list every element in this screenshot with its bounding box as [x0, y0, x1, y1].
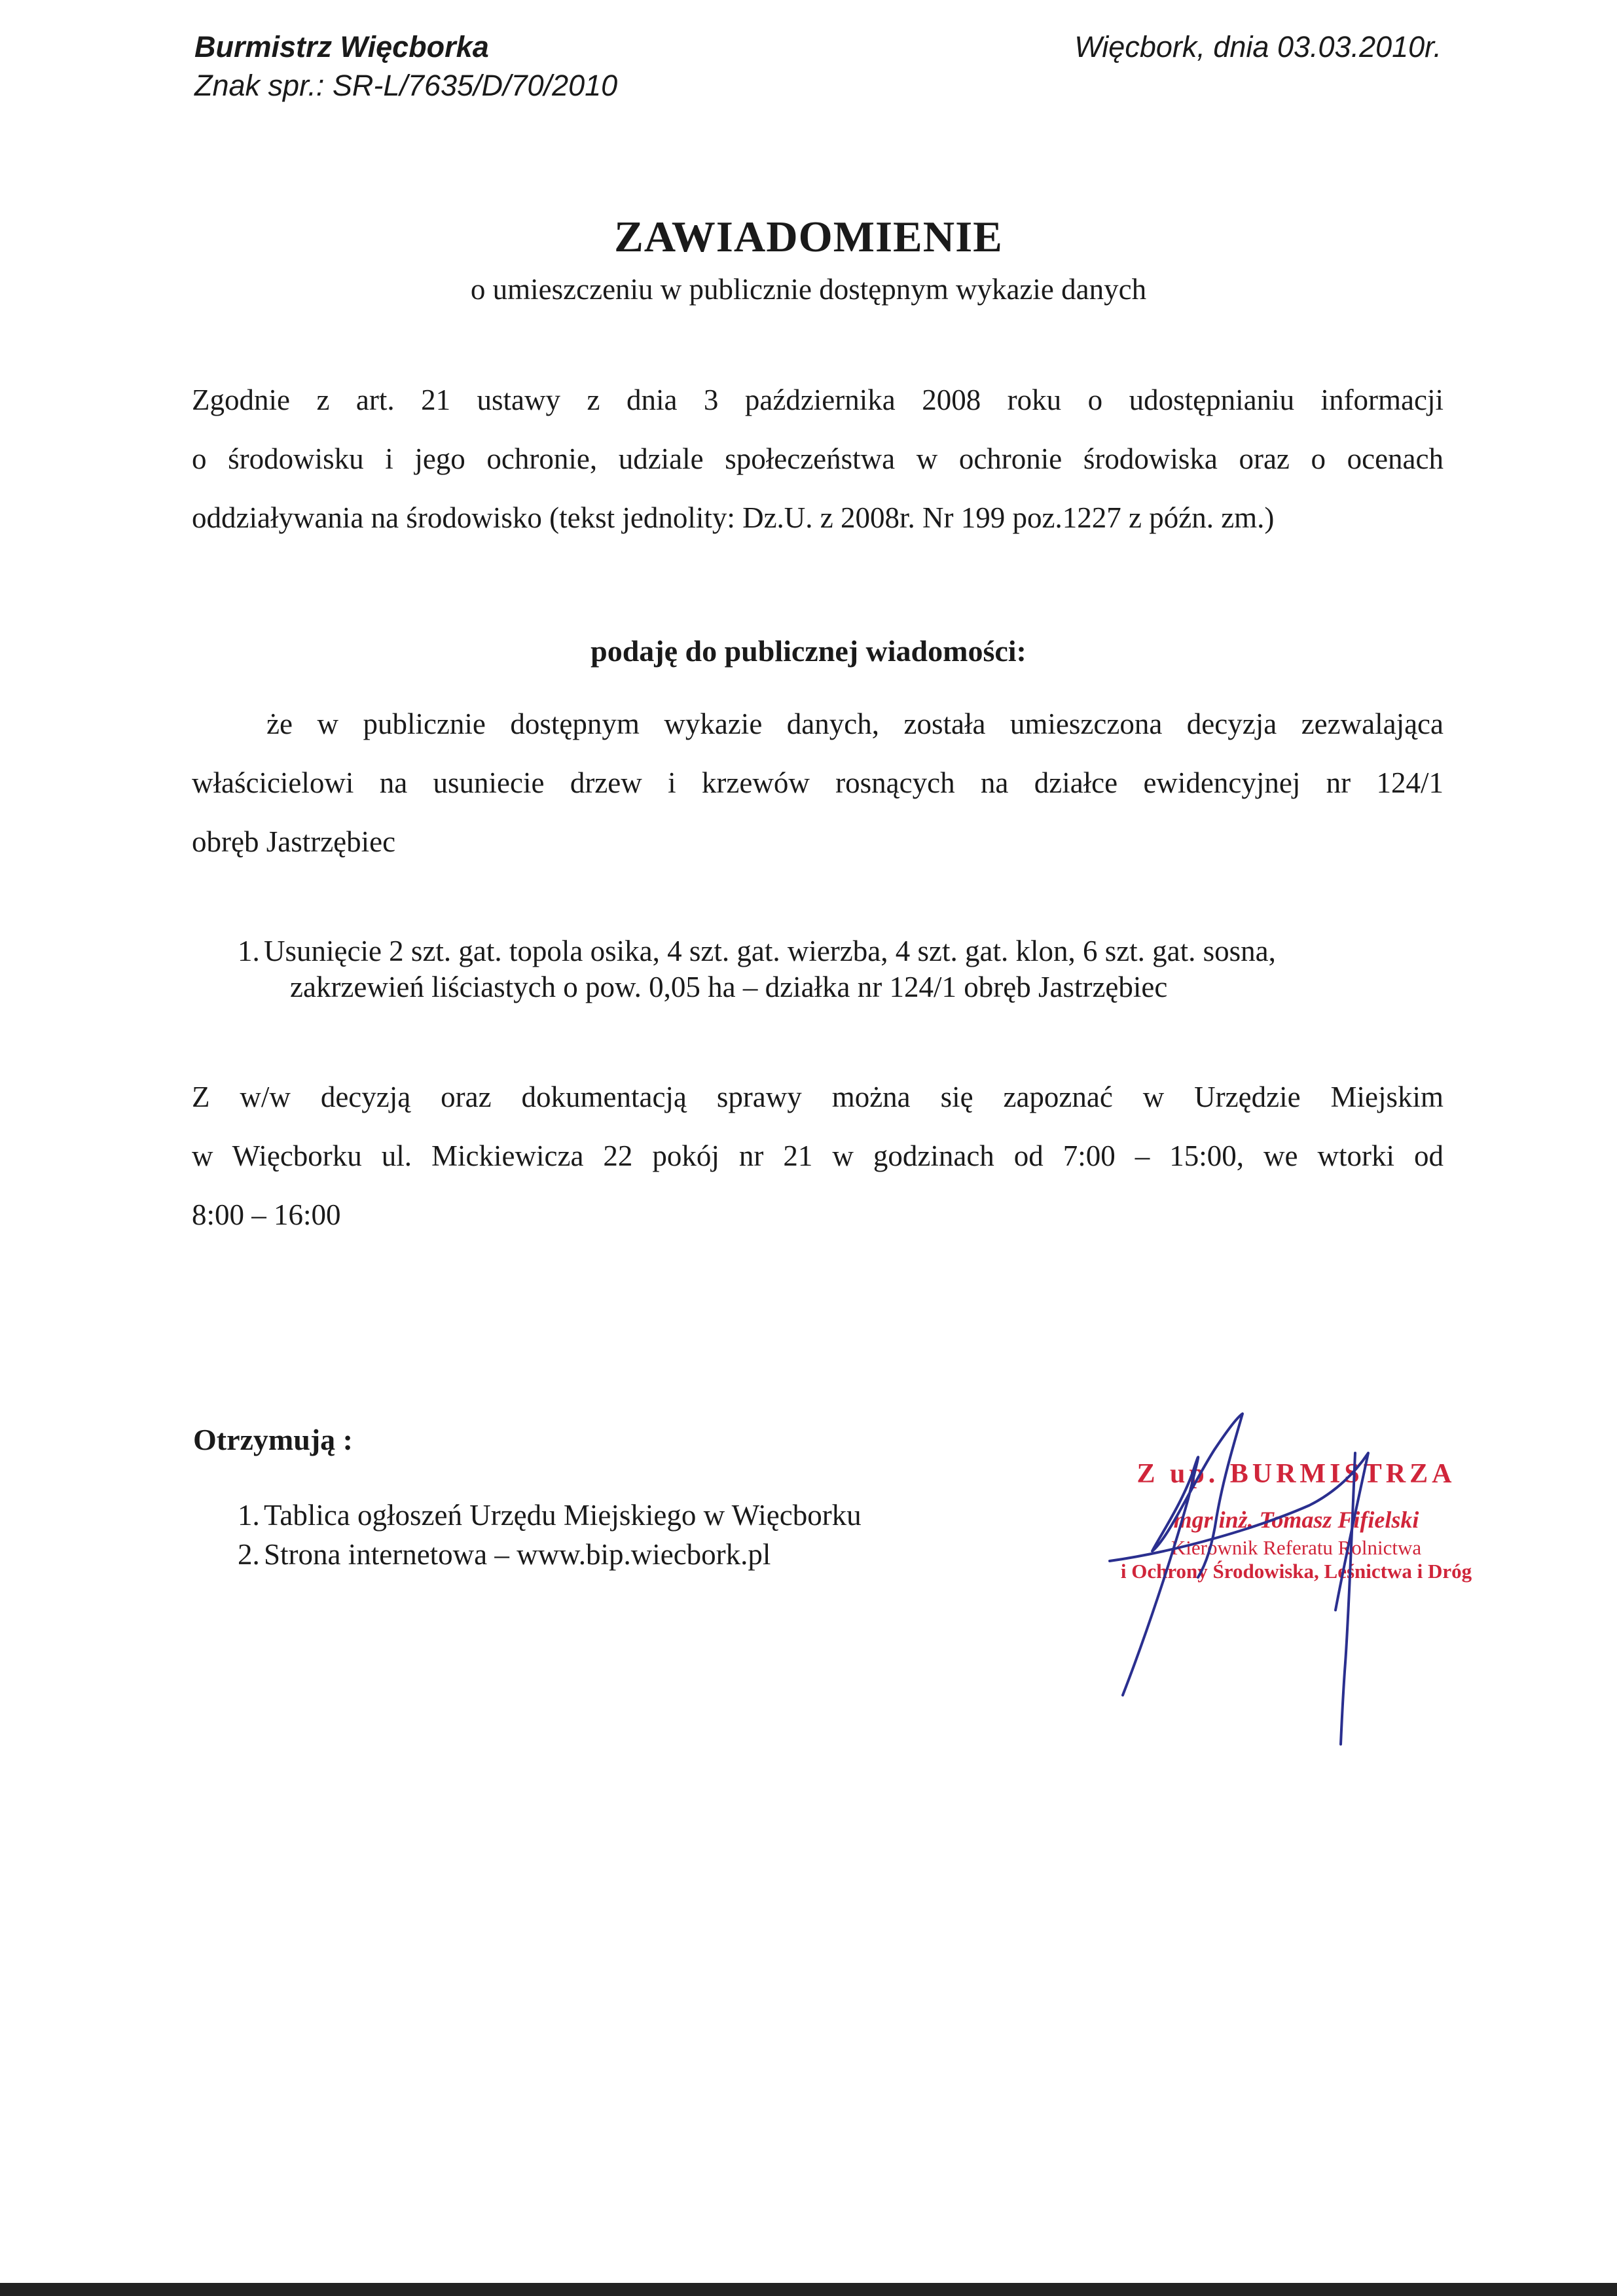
list-item-line-1: Usunięcie 2 szt. gat. topola osika, 4 szt. gat. wierzba, 4 szt. gat. klon, 6 szt. gat. sosna,: [264, 935, 1276, 967]
decision-line-3: obręb Jastrzębiec: [192, 825, 396, 858]
intro-line-2: o środowisku i jego ochronie, udziale społeczeństwa w ochronie środowiska oraz o ocenach: [192, 442, 1444, 475]
recipient-item: [238, 1497, 862, 1534]
case-reference: Znak spr.: SR-L/7635/D/70/2010: [194, 69, 618, 102]
scan-edge: [0, 2283, 1617, 2296]
stamp-authority-line: Z up. BURMISTRZA: [1136, 1459, 1456, 1489]
document-subtitle: o umieszczeniu w publicznie dostępnym wykazie danych: [470, 273, 1147, 306]
intro-line-1: Zgodnie z art. 21 ustawy z dnia 3 października 2008 roku o udostępnianiu informacji: [192, 384, 1444, 416]
handwritten-signature: [1061, 1388, 1519, 1754]
list-item-number: 1.: [238, 935, 260, 967]
decision-line-2: właścicielowi na usuniecie drzew i krzewów rosnących na działce ewidencyjnej nr 124/1: [192, 766, 1444, 799]
intro-line-3: oddziaływania na środowisko (tekst jednolity: Dz.U. z 2008r. Nr 199 poz.1227 z późn. zm.): [192, 501, 1275, 534]
list-item: [238, 933, 1446, 969]
stamp-signatory-name: mgr inż. Tomasz Fifielski: [1173, 1507, 1419, 1533]
place-and-date: Więcbork, dnia 03.03.2010r.: [1074, 30, 1442, 63]
decision-line-1: że w publicznie dostępnym wykazie danych, została umieszczona decyzja zezwalająca: [266, 708, 1444, 740]
recipient-text: Tablica ogłoszeń Urzędu Miejskiego w Więcborku: [264, 1499, 862, 1532]
recipient-number: 2.: [238, 1538, 260, 1571]
announcement-heading: podaję do publicznej wiadomości:: [590, 634, 1027, 668]
info-line-1: Z w/w decyzją oraz dokumentacją sprawy można się zapoznać w Urzędzie Miejskim: [192, 1081, 1444, 1113]
recipient-text: Strona internetowa – www.bip.wiecbork.pl: [264, 1538, 771, 1571]
stamp-position-line-1: Kierownik Referatu Rolnictwa: [1171, 1536, 1422, 1559]
stamp-position-line-2: i Ochrony Środowiska, Leśnictwa i Dróg: [1120, 1560, 1472, 1583]
recipients-heading: Otrzymują :: [193, 1423, 353, 1456]
recipient-item: [238, 1536, 771, 1573]
list-item-continuation: zakrzewień liściastych o pow. 0,05 ha – działka nr 124/1 obręb Jastrzębiec: [290, 971, 1168, 1003]
issuing-authority: Burmistrz Więcborka: [194, 30, 489, 63]
info-line-2: w Więcborku ul. Mickiewicza 22 pokój nr 21 w godzinach od 7:00 – 15:00, we wtorki od: [192, 1139, 1444, 1172]
document-title: ZAWIADOMIENIE: [614, 213, 1003, 261]
recipient-number: 1.: [238, 1499, 260, 1532]
info-line-3: 8:00 – 16:00: [192, 1198, 341, 1231]
